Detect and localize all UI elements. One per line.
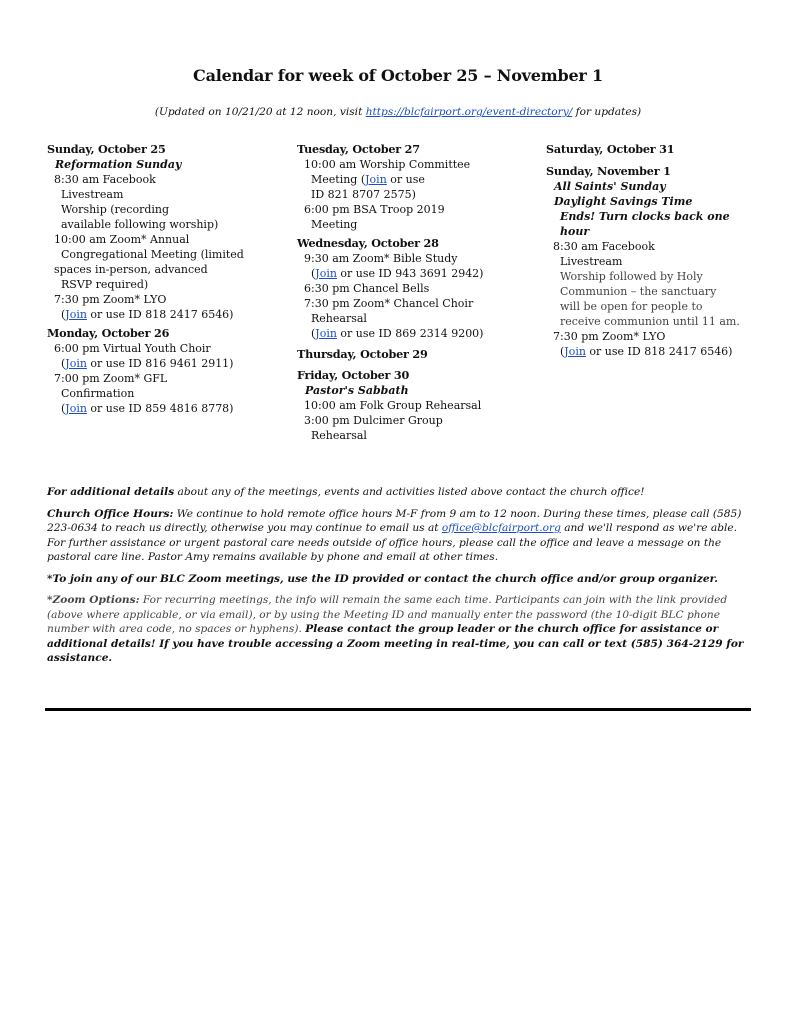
day-heading-thursday-oct-29: Thursday, October 29 xyxy=(297,347,428,361)
day-heading-tuesday-oct-27: Tuesday, October 27 xyxy=(297,142,420,156)
note-lead: *Zoom Options: xyxy=(47,594,140,606)
notes-section xyxy=(47,485,749,673)
event-line: 6:00 pm BSA Troop 2019 xyxy=(304,203,445,216)
event-line: will be open for people to xyxy=(560,300,703,313)
special-day-label: Pastor's Sabbath xyxy=(305,384,409,397)
additional-details-note xyxy=(47,485,749,500)
special-day-label: hour xyxy=(560,225,590,238)
event-line: 10:00 am Folk Group Rehearsal xyxy=(304,399,482,412)
event-line: 7:30 pm Zoom* LYO xyxy=(553,330,666,343)
event-line: 7:30 pm Zoom* LYO xyxy=(54,293,167,306)
note-text: For recurring meetings, the info will remain the same each time. Participants can join with the link provided (above where applicable, or via email), or by using the Meeting ID and manually enter the password (the 10-digit BLC phone number with area code, no spaces or hyphens). xyxy=(47,594,728,635)
event-line: ID 821 8707 2575) xyxy=(311,188,416,201)
meeting-id: or use ID 816 9461 2911) xyxy=(86,357,234,370)
zoom-options-note xyxy=(47,593,749,666)
event-line: (Join or use ID 859 4816 8778) xyxy=(61,402,234,415)
join-link[interactable]: Join xyxy=(564,345,586,358)
event-line: 7:00 pm Zoom* GFL xyxy=(54,372,168,385)
event-line xyxy=(297,172,527,187)
event-line: RSVP required) xyxy=(61,278,149,291)
event-line: Rehearsal xyxy=(311,312,367,325)
meeting-id: or use ID 859 4816 8778) xyxy=(86,402,234,415)
calendar-column-2 xyxy=(297,142,527,443)
event-line: (Join or use ID 943 3691 2942) xyxy=(311,267,484,280)
meeting-id: or use ID 818 2417 6546) xyxy=(585,345,733,358)
update-note-prefix: (Updated on 10/21/20 at 12 noon, visit xyxy=(154,106,366,118)
office-email-link[interactable]: office@blcfairport.org xyxy=(441,522,561,534)
special-day-label: All Saints' Sunday xyxy=(554,180,666,193)
event-line: 6:00 pm Virtual Youth Choir xyxy=(54,342,211,355)
event-line: receive communion until 11 am. xyxy=(560,315,740,328)
day-heading-friday-oct-30: Friday, October 30 xyxy=(297,368,410,382)
event-line: Livestream xyxy=(560,255,623,268)
event-line: 10:00 am Worship Committee xyxy=(304,158,471,171)
special-day-label: Reformation Sunday xyxy=(55,158,182,171)
day-heading-saturday-oct-31: Saturday, October 31 xyxy=(546,142,675,156)
meeting-id: or use ID 869 2314 9200) xyxy=(336,327,484,340)
event-line: 9:30 am Zoom* Bible Study xyxy=(304,252,458,265)
update-note xyxy=(0,106,796,118)
day-heading-sunday-oct-25: Sunday, October 25 xyxy=(47,142,166,156)
note-text-bold: Please contact the group leader or the church office for assistance or additional details! If you have trouble accessing a Zoom meeting in real-time, you can call or text (585) 364-2129 for assistance. xyxy=(47,623,744,664)
office-hours-note xyxy=(47,507,749,565)
event-line: 6:30 pm Chancel Bells xyxy=(304,282,430,295)
zoom-join-note: *To join any of our BLC Zoom meetings, use the ID provided or contact the church office and/or group organizer. xyxy=(47,572,718,585)
meeting-id: or use ID 943 3691 2942) xyxy=(336,267,484,280)
event-line: 10:00 am Zoom* Annual xyxy=(54,233,190,246)
event-line: 8:30 am Facebook xyxy=(54,173,156,186)
event-line: Rehearsal xyxy=(311,429,367,442)
page-title: Calendar for week of October 25 – November 1 xyxy=(193,66,603,85)
join-link[interactable]: Join xyxy=(65,357,87,370)
event-line: (Join or use ID 818 2417 6546) xyxy=(560,345,733,358)
note-lead: Church Office Hours: xyxy=(47,507,174,520)
note-text: and we'll respond as we're able. For further assistance or urgent pastoral care needs outside of office hours, please call the office and leave a message on the pastoral care line. Pastor Amy remains available by phone and email at other times. xyxy=(47,522,738,563)
note-lead: For additional details xyxy=(47,486,175,498)
meeting-id: or use ID 818 2417 6546) xyxy=(86,308,234,321)
join-link[interactable]: Join xyxy=(365,173,387,186)
event-line: (Join or use ID 818 2417 6546) xyxy=(61,308,234,321)
calendar-column-1 xyxy=(47,142,282,416)
event-line: (Join or use ID 816 9461 2911) xyxy=(61,357,234,370)
event-line: (Join or use ID 869 2314 9200) xyxy=(311,327,484,340)
event-line: Confirmation xyxy=(61,387,135,400)
event-text: Meeting ( xyxy=(311,173,366,186)
event-line: spaces in-person, advanced xyxy=(54,263,208,276)
event-line: 7:30 pm Zoom* Chancel Choir xyxy=(304,297,474,310)
note-text: We continue to hold remote office hours M-F from 9 am to 12 noon. During these times, please call (585) 223-0634 to reach us directly, otherwise you may continue to email us at xyxy=(47,507,742,534)
day-heading-wednesday-oct-28: Wednesday, October 28 xyxy=(297,236,439,250)
event-line: 3:00 pm Dulcimer Group xyxy=(304,414,443,427)
note-text: about any of the meetings, events and activities listed above contact the church office! xyxy=(174,486,645,498)
join-link[interactable]: Join xyxy=(65,308,87,321)
event-line: Communion – the sanctuary xyxy=(560,285,717,298)
horizontal-rule xyxy=(45,708,751,711)
event-line: Meeting xyxy=(311,218,358,231)
join-link[interactable]: Join xyxy=(315,327,337,340)
calendar-column-3 xyxy=(546,142,766,359)
event-line: 8:30 am Facebook xyxy=(553,240,655,253)
event-text: or use xyxy=(386,173,425,186)
event-line: Worship (recording xyxy=(61,203,170,216)
event-line: Livestream xyxy=(61,188,124,201)
event-line: Worship followed by Holy xyxy=(560,270,703,283)
special-day-label: Ends! Turn clocks back one xyxy=(560,210,730,223)
update-note-suffix: for updates) xyxy=(572,106,642,118)
event-directory-link[interactable]: https://blcfairport.org/event-directory/ xyxy=(365,106,573,118)
day-heading-monday-oct-26: Monday, October 26 xyxy=(47,326,170,340)
day-heading-sunday-nov-1: Sunday, November 1 xyxy=(546,164,671,178)
event-line: available following worship) xyxy=(61,218,219,231)
join-link[interactable]: Join xyxy=(315,267,337,280)
join-link[interactable]: Join xyxy=(65,402,87,415)
event-line: Congregational Meeting (limited xyxy=(61,248,244,261)
special-day-label: Daylight Savings Time xyxy=(554,195,693,208)
